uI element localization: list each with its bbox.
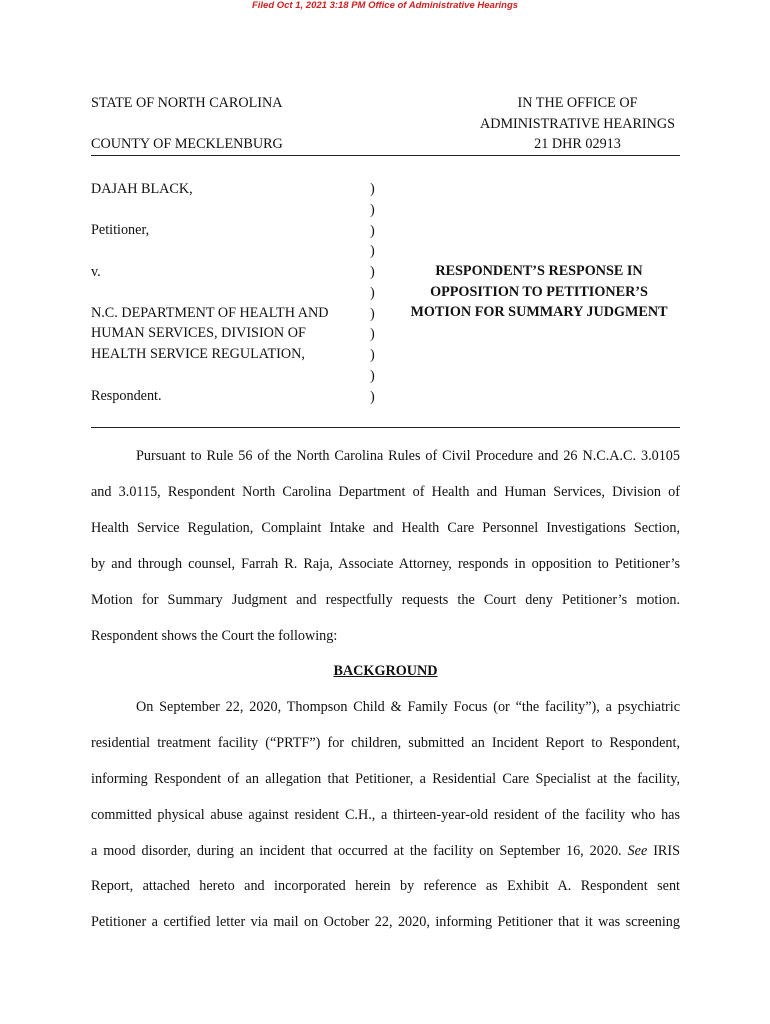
- county-label: COUNTY OF MECKLENBURG: [91, 136, 283, 152]
- background-line: Report, attached hereto and incorporated herein by reference as Exhibit A. Respondent sent: [91, 878, 680, 894]
- office-line-2: ADMINISTRATIVE HEARINGS: [479, 116, 676, 132]
- background-line: residential treatment facility (“PRTF”) for children, submitted an Incident Report to Respondent,: [91, 735, 680, 751]
- intro-line: and 3.0115, Respondent North Carolina Department of Health and Human Services, Division of: [91, 484, 680, 500]
- see-signal: See: [627, 843, 648, 859]
- background-line-text: a mood disorder, during an incident that occurred at the facility on September 16, 2020.: [91, 843, 622, 859]
- caption-bottom-rule: [91, 427, 680, 428]
- intro-line: Health Service Regulation, Complaint Intake and Health Care Personnel Investigations Section,: [91, 520, 680, 536]
- background-line: informing Respondent of an allegation that Petitioner, a Residential Care Specialist at the facility,: [91, 771, 680, 787]
- caption-top-rule: [91, 155, 680, 156]
- background-line: Petitioner a certified letter via mail on October 22, 2020, informing Petitioner that it was screening: [91, 914, 680, 930]
- filing-stamp: Filed Oct 1, 2021 3:18 PM Office of Administrative Hearings: [251, 0, 519, 11]
- respondent-line-3: HEALTH SERVICE REGULATION,: [91, 346, 305, 362]
- caption-parentheses: ) ) ) ) ) ) ) ) ) ) ): [370, 181, 375, 405]
- background-line: [91, 841, 680, 861]
- intro-line: Pursuant to Rule 56 of the North Carolina Rules of Civil Procedure and 26 N.C.A.C. 3.0105: [136, 448, 680, 464]
- background-heading: BACKGROUND: [333, 663, 438, 679]
- case-number: 21 DHR 02913: [534, 136, 621, 152]
- state-label: STATE OF NORTH CAROLINA: [91, 95, 283, 111]
- respondent-line-2: HUMAN SERVICES, DIVISION OF: [91, 325, 306, 341]
- intro-line: Respondent shows the Court the following:: [91, 628, 338, 644]
- iris-label: IRIS: [653, 843, 681, 859]
- office-line-1: IN THE OFFICE OF: [517, 95, 638, 111]
- document-title: RESPONDENT’S RESPONSE IN OPPOSITION TO PETITIONER’S MOTION FOR SUMMARY JUDGMENT: [410, 263, 668, 320]
- intro-line: Motion for Summary Judgment and respectfully requests the Court deny Petitioner’s motion.: [91, 592, 680, 608]
- intro-line: by and through counsel, Farrah R. Raja, Associate Attorney, responds in opposition to Petitioner’s: [91, 556, 680, 572]
- background-line: committed physical abuse against resident C.H., a thirteen-year-old resident of the facility who has: [91, 807, 680, 823]
- petitioner-name: DAJAH BLACK,: [91, 181, 193, 197]
- respondent-line-1: N.C. DEPARTMENT OF HEALTH AND: [91, 305, 329, 321]
- versus-label: v.: [91, 264, 101, 280]
- petitioner-role: Petitioner,: [91, 222, 150, 238]
- respondent-role: Respondent.: [91, 388, 162, 404]
- background-line: On September 22, 2020, Thompson Child & Family Focus (or “the facility”), a psychiatric: [136, 699, 680, 715]
